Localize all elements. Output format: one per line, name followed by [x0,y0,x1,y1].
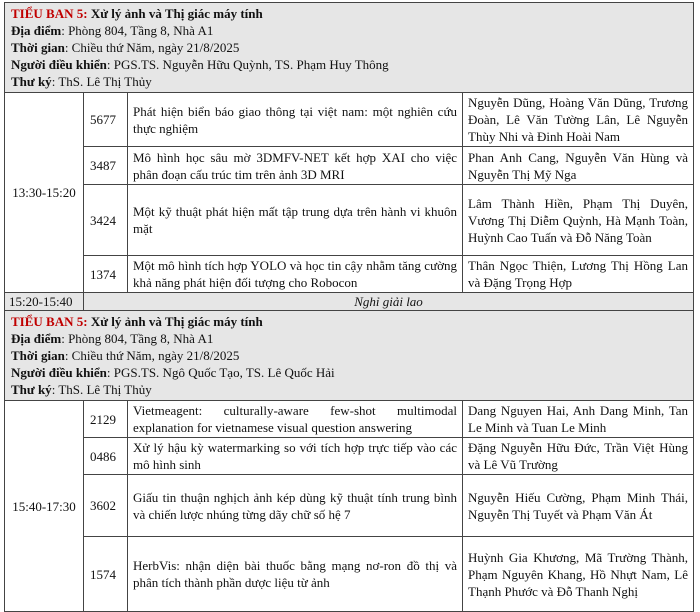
paper-id: 3602 [84,475,128,537]
paper-row [5,185,694,256]
paper-title: Vietmeagent: culturally-aware few-shot multimodal explanation for vietnamese visual question answering [128,401,463,438]
paper-row [5,475,694,537]
paper-title: HerbVis: nhận diện bài thuốc bằng mạng nơ-ron đồ thị và phân tích thành phần dược liệu từ ảnh [128,537,463,612]
time-value: : Chiều thứ Năm, ngày 21/8/2025 [64,348,240,363]
paper-authors: Huỳnh Gia Khương, Mã Trường Thành, Phạm Nguyên Khang, Hồ Nhựt Nam, Lê Thạnh Phước và Đỗ Thanh Nghị [463,537,694,612]
paper-row [5,537,694,612]
paper-authors: Phan Anh Cang, Nguyễn Văn Hùng và Nguyễn Thị Mỹ Nga [463,147,694,185]
session-header [5,311,694,401]
paper-title: Xử lý hậu kỳ watermarking so với tích hợp trực tiếp vào các mô hình sinh [128,438,463,475]
location-value: : Phòng 804, Tầng 8, Nhà A1 [61,23,214,38]
location-label: Địa điểm [11,331,62,346]
paper-title: Phát hiện biển báo giao thông tại việt nam: một nghiên cứu thực nghiệm [128,93,463,147]
paper-id: 3487 [84,147,128,185]
chairs-value: : PGS.TS. Ngô Quốc Tạo, TS. Lê Quốc Hải [106,365,335,380]
paper-authors: Đặng Nguyễn Hữu Đức, Trần Việt Hùng và Lê Vũ Trường [463,438,694,475]
paper-row [5,147,694,185]
break-label: Nghỉ giải lao [84,293,694,311]
chairs-value: : PGS.TS. Nguyễn Hữu Quỳnh, TS. Phạm Huy Thông [106,57,389,72]
paper-id: 1374 [84,256,128,293]
paper-id: 0486 [84,438,128,475]
time-label: Thời gian [11,348,65,363]
break-row [5,293,694,311]
session-name: Xử lý ảnh và Thị giác máy tính [90,6,263,21]
paper-authors: Thân Ngọc Thiện, Lương Thị Hồng Lan và Đặng Trọng Hợp [463,256,694,293]
location-value: : Phòng 804, Tầng 8, Nhà A1 [61,331,214,346]
paper-title: Giấu tin thuận nghịch ảnh kép dùng kỹ thuật tính trung bình và chiến lược nhúng từng dãy chữ số hệ 7 [128,475,463,537]
paper-title: Một mô hình tích hợp YOLO và học tin cậy nhằm tăng cường khả năng phát hiện đối tượng cho Robocon [128,256,463,293]
paper-id: 5677 [84,93,128,147]
secretary-value: : ThS. Lê Thị Thủy [51,74,152,89]
paper-row [5,93,694,147]
paper-id: 1574 [84,537,128,612]
secretary-label: Thư ký [11,382,52,397]
location-label: Địa điểm [11,23,62,38]
schedule-table [4,2,694,612]
paper-title: Một kỹ thuật phát hiện mất tập trung dựa trên hành vi khuôn mặt [128,185,463,256]
secretary-label: Thư ký [11,74,52,89]
session-time-slot: 15:40-17:30 [5,401,84,612]
paper-authors: Nguyễn Hiếu Cường, Phạm Minh Thái, Nguyễn Thị Tuyết và Phạm Văn Át [463,475,694,537]
session-name: Xử lý ảnh và Thị giác máy tính [90,314,263,329]
chairs-label: Người điều khiển [11,365,107,380]
paper-id: 3424 [84,185,128,256]
paper-authors: Nguyễn Dũng, Hoàng Văn Dũng, Trương Đoàn, Lê Văn Tường Lân, Lê Nguyễn Thùy Nhi và Đinh Hoài Nam [463,93,694,147]
paper-row [5,401,694,438]
time-label: Thời gian [11,40,65,55]
session-time-slot: 13:30-15:20 [5,93,84,293]
paper-authors: Dang Nguyen Hai, Anh Dang Minh, Tan Le Minh và Tuan Le Minh [463,401,694,438]
paper-authors: Lâm Thành Hiền, Phạm Thị Duyên, Vương Thị Diễm Quỳnh, Hà Mạnh Toàn, Huỳnh Cao Tuấn và Đỗ Năng Toàn [463,185,694,256]
session-header [5,3,694,93]
paper-title: Mô hình học sâu mờ 3DMFV-NET kết hợp XAI cho việc phân đoạn cấu trúc tim trên ảnh 3D MRI [128,147,463,185]
paper-row [5,256,694,293]
session-info [5,3,694,93]
time-value: : Chiều thứ Năm, ngày 21/8/2025 [64,40,240,55]
session-label: TIỂU BAN 5: [11,6,88,21]
session-label: TIỂU BAN 5: [11,314,88,329]
paper-row [5,438,694,475]
break-time: 15:20-15:40 [5,293,84,311]
secretary-value: : ThS. Lê Thị Thủy [51,382,152,397]
paper-id: 2129 [84,401,128,438]
chairs-label: Người điều khiển [11,57,107,72]
session-info [5,311,694,401]
